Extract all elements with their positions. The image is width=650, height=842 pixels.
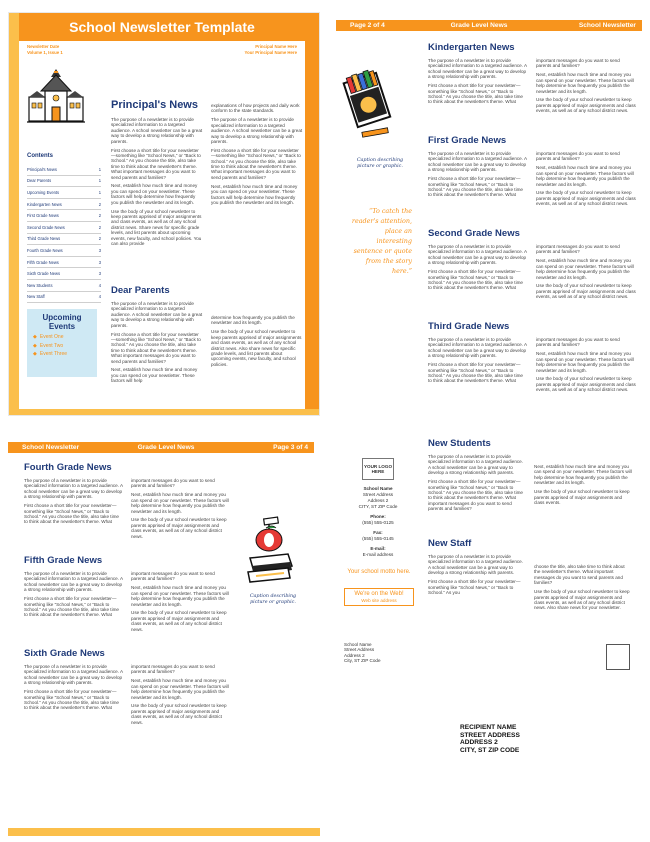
page2-page-label: Page 2 of 4 [350, 22, 385, 29]
contents-item-label: Second Grade News [27, 224, 65, 230]
apple-books-icon [244, 516, 294, 588]
grade-article-col1 [428, 151, 528, 210]
upcoming-events-box [27, 309, 97, 377]
dear-parents-heading: Dear Parents [111, 285, 170, 296]
page3-header-bar [8, 442, 314, 453]
page3-page-label: Page 3 of 4 [273, 444, 308, 451]
new-staff-article [428, 538, 634, 614]
paragraph: The purpose of a newsletter is to provide specialized information to a targeted audience. A school newsletter can be a great way to develop a strong relationship with parents. [428, 58, 527, 80]
event-item [33, 343, 91, 349]
contents-item-page: 1 [98, 189, 101, 195]
paragraph: First choose a short title for your newsletter—something like “School News,” or “Back to School.” As you choose the title, also take time to think about the newsletter's theme. What important messages do you want to send parents and families? [111, 147, 201, 180]
dear-parents-col1 [111, 301, 203, 387]
new-students-col1 [428, 454, 526, 515]
paragraph: First choose a short title for your newsletter—something like “School News,” or “Back to School.” As you choose the title, also take time to think about the newsletter's theme. What [24, 689, 119, 711]
page2-articles [428, 42, 638, 414]
paragraph: Next, establish how much time and money you can spend on your newsletter. These factors will help determine how frequently you publish the newsletter and its length. [536, 72, 634, 94]
grade-article-columns [24, 571, 230, 636]
grade-article-columns [428, 337, 638, 396]
web-box [344, 588, 414, 606]
school-contact-block [344, 486, 412, 558]
page3-section-label: Grade Level News [137, 444, 195, 451]
new-students-article [428, 438, 634, 515]
email-label: E-mail: [370, 546, 386, 551]
contents-item-page: 3 [98, 271, 101, 277]
recipient-city: CITY, ST ZIP CODE [460, 746, 520, 754]
postage-stamp-box [606, 644, 630, 670]
paragraph: Next, establish how much time and money you can spend on your newsletter. These factors will help determine how frequently you publish the newsletter and its length. [211, 183, 298, 205]
contents-item-label: Third Grade News [27, 236, 61, 242]
contents-heading: Contents [27, 153, 53, 159]
new-staff-col1 [428, 554, 526, 614]
newsletter-page-1 [8, 12, 320, 416]
principal-name-label: Principal Name Here [255, 44, 297, 49]
bullet-icon: ◆ [33, 342, 37, 349]
principals-news-heading: Principal's News [111, 99, 198, 111]
page3-bottom-bar [8, 828, 320, 836]
grade-article-heading: Sixth Grade News [24, 648, 105, 659]
contents-item-label: New Staff [27, 294, 45, 300]
grade-article [428, 228, 638, 321]
paragraph: Next, establish how much time and money you can spend on your newsletter. These factors will help determine how frequently you publish the newsletter and its length. [111, 183, 198, 205]
events-list [33, 334, 91, 357]
new-students-heading: New Students [428, 438, 491, 449]
grade-article-heading: Kindergarten News [428, 42, 515, 53]
grade-article-col1 [428, 58, 528, 117]
paragraph: Use the body of your school newsletter to keep parents apprised of major assignments and class events, as well as of any school district news. Also share news for specific grade levels, and list parents about upcoming events, new faculty, and school policies. [211, 329, 302, 367]
contents-item [27, 222, 101, 234]
paragraph: Use the body of your school newsletter to keep parents apprised of major assignments and class events, as well as of any school district news. [131, 703, 227, 725]
bottom-accent-band [9, 409, 320, 416]
contents-item-page: 1 [98, 166, 101, 172]
grade-article-col2 [131, 571, 230, 636]
school-motto: Your school motto here. [347, 569, 411, 575]
event-item [33, 351, 91, 357]
page3-left-label: School Newsletter [22, 444, 80, 451]
event-label: Event Three [39, 351, 68, 357]
grade-article-heading: First Grade News [428, 135, 507, 146]
page2-caption: Caption describing picture or graphic. [356, 158, 404, 169]
phone-number: (555) 555-0125 [362, 520, 394, 525]
grade-article-heading: Second Grade News [428, 228, 520, 239]
paragraph: Next, establish how much time and money you can spend on your newsletter. These factors will help determine how frequently you publish the newsletter and its length. [131, 585, 229, 607]
contents-item-label: Sixth Grade News [27, 271, 60, 277]
paragraph: Use the body of your school newsletter to keep parents apprised of major assignments and class events, as well as of any school district news. [536, 283, 636, 300]
contents-item [27, 292, 101, 304]
bullet-icon: ◆ [33, 351, 37, 357]
dear-parents-col2 [211, 315, 303, 387]
fax-label: Fax: [373, 530, 383, 535]
volume-issue: Volume 1, Issue 1 [27, 49, 63, 55]
paragraph: The purpose of a newsletter is to provide specialized information to a targeted audience. A school newsletter can be a great way to develop a strong relationship with parents. [428, 244, 527, 266]
schoolhouse-icon [27, 67, 85, 129]
paragraph: First choose a short title for your newsletter—something like “School News,” or “Back to School.” As you choose the title, also take time to think about the newsletter's theme. What important messages do you want to send parents and families? [111, 331, 201, 364]
contents-item-page: 2 [98, 213, 101, 219]
grade-article [428, 42, 638, 135]
event-item [33, 334, 91, 340]
grade-article-col2 [131, 664, 230, 729]
grade-article [24, 462, 230, 555]
newsletter-title: School Newsletter Template [69, 19, 255, 35]
newsletter-page-3 [8, 432, 320, 836]
contents-item-page: 3 [98, 259, 101, 265]
return-city: City, ST ZIP Code [344, 658, 381, 664]
paragraph: The purpose of a newsletter is to provide specialized information to a targeted audience. A school newsletter can be a great way to develop a strong relationship with parents. [24, 571, 123, 593]
grade-article-col1 [24, 571, 123, 636]
email-address: E-mail address [362, 552, 394, 557]
recipient-street: STREET ADDRESS [460, 731, 520, 739]
grade-article-heading: Third Grade News [428, 321, 510, 332]
paragraph: Use the body of your school newsletter to keep parents apprised of major assignments and class events, as well as of any school district news. Also share news for your newsletter. [534, 589, 630, 611]
paragraph: Next, establish how much time and money you can spend on your newsletter. These factors will help [111, 367, 198, 384]
recipient-block [460, 724, 520, 754]
paragraph: explanations of how projects and daily work conform to the state standards. [211, 103, 300, 114]
paragraph: Next, establish how much time and money you can spend on your newsletter. These factors will help determine how frequently you publish the newsletter and its length. [536, 165, 634, 187]
paragraph: Next, establish how much time and money you can spend on your newsletter. These factors will help determine how frequently you publish the newsletter and its length. [131, 492, 229, 514]
recipient-name: RECIPIENT NAME [460, 724, 517, 731]
grade-article-col1 [428, 337, 528, 396]
paragraph: The purpose of a newsletter is to provide specialized information to a targeted audience. A school newsletter can be a great way to develop a strong relationship with parents. [111, 301, 203, 328]
new-students-col2 [534, 464, 632, 515]
paragraph: important messages do you want to send parents and families? [536, 337, 620, 348]
principal-name: Your Principal Name Here [244, 49, 297, 55]
paragraph: Next, establish how much time and money you can spend on your newsletter. These factors will help determine how frequently you publish the newsletter and its length. [536, 351, 634, 373]
paragraph: The purpose of a newsletter is to provide specialized information to a targeted audience. A school newsletter can be a great way to develop a strong relationship with parents. [24, 478, 123, 500]
contents-item [27, 176, 101, 188]
grade-article [428, 321, 638, 414]
page2-header-bar [336, 20, 642, 31]
contents-item-label: Dear Parents [27, 178, 52, 184]
principals-news-col1 [111, 117, 203, 250]
contents-item-label: Upcoming Events [27, 189, 60, 195]
paragraph: choose the title, also take time to think about the newsletter's theme. What important messages do you want to send parents and families? [534, 564, 625, 586]
contents-item [27, 164, 101, 176]
grade-article-col1 [24, 478, 123, 543]
paragraph: The purpose of a newsletter is to provide specialized information to a targeted audience. A school newsletter can be a great way to develop a strong relationship with parents. [211, 117, 303, 144]
paragraph: Next, establish how much time and money you can spend on your newsletter. These factors will help determine how frequently you publish the newsletter and its length. [536, 258, 634, 280]
contents-item-label: First Grade News [27, 213, 59, 219]
grade-article [428, 135, 638, 228]
contents-box [27, 153, 101, 303]
page3-articles [24, 462, 230, 741]
city-state-zip: CITY, ST ZIP Code [358, 504, 398, 509]
paragraph: First choose a short title for your newsletter—something like “School News,” or “Back to School.” As you choose the title, also take time to think about the newsletter's theme. What important messages do you want to send parents and families? [211, 147, 301, 180]
contents-item [27, 210, 101, 222]
page3-caption: Caption describing picture or graphic. [249, 594, 297, 605]
return-address-2: Address 2 [344, 652, 365, 658]
contents-item-page: 4 [98, 294, 101, 300]
paragraph: Use the body of your school newsletter to keep parents apprised of major assignments and class events, as well as of any school district news. [131, 610, 227, 632]
paragraph: important messages do you want to send parents and families? [131, 571, 215, 582]
paragraph: important messages do you want to send parents and families? [536, 151, 620, 162]
new-staff-col2 [534, 564, 632, 614]
grade-article-heading: Fourth Grade News [24, 462, 112, 473]
grade-article-columns [428, 58, 638, 117]
paragraph: The purpose of a newsletter is to provide specialized information to a targeted audience. A school newsletter can be a great way to develop a strong relationship with parents. [428, 337, 527, 359]
paragraph: First choose a short title for your newsletter—something like “School News,” or “Back to School.” As you choose the title, also take time to think about the newsletter's theme. What [24, 596, 119, 618]
contents-item [27, 257, 101, 269]
paragraph: important messages do you want to send parents and families? [131, 478, 215, 489]
paragraph: Use the body of your school newsletter to keep parents apprised of major assignments and class events, as well as of any school district news. [131, 517, 227, 539]
paragraph: The purpose of a newsletter is to provide specialized information to a targeted audience. A school newsletter can be a great way to develop a strong relationship with parents. [24, 664, 123, 686]
dear-parents-article [111, 285, 303, 387]
principals-news-article [111, 99, 303, 250]
page2-right-label: School Newsletter [578, 22, 636, 29]
pull-quote: “To catch the reader's attention, place an interesting sentence or quote from the story here.” [351, 207, 412, 275]
contents-item-label: New Students [27, 282, 53, 288]
fax-number: (555) 555-0145 [362, 536, 394, 541]
contents-item-page: 2 [98, 236, 101, 242]
contents-item-label: Kindergarten News [27, 201, 62, 207]
grade-article-columns [24, 664, 230, 729]
newsletter-page-4 [336, 432, 642, 836]
contents-item-page: 4 [98, 282, 101, 288]
page2-section-label: Grade Level News [450, 22, 508, 29]
grade-article-columns [24, 478, 230, 543]
contents-item [27, 245, 101, 257]
paragraph: First choose a short title for your newsletter—something like “School News,” or “Back to School.” As you choose the title, also take time to think about the newsletter's theme. What [428, 83, 523, 105]
paragraph: The purpose of a newsletter is to provide specialized information to a targeted audience. A school newsletter can be a great way to develop a strong relationship with parents. [111, 117, 203, 144]
paragraph: Next, establish how much time and money you can spend on your newsletter. These factors will help determine how frequently you publish the newsletter and its length. [131, 678, 229, 700]
title-bar [19, 13, 305, 41]
crayon-box-icon [340, 68, 402, 144]
bullet-icon: ◆ [33, 334, 37, 340]
grade-article-heading: Fifth Grade News [24, 555, 103, 566]
paragraph: Use the body of your school newsletter to keep parents apprised of major assignments and class events, as well as of any school district news. [536, 97, 636, 114]
contents-item-label: Fourth Grade News [27, 247, 63, 253]
return-address [344, 642, 381, 664]
paragraph: First choose a short title for your newsletter—something like “School News,” or “Back to School.” As you [428, 579, 521, 595]
web-title: We're on the Web! [354, 591, 404, 597]
web-address: Web site address [361, 598, 397, 603]
newsletter-page-2 [336, 12, 642, 416]
return-street: Street Address [344, 647, 375, 653]
meta-left [27, 44, 63, 55]
contents-item [27, 280, 101, 292]
contents-item-page: 3 [98, 247, 101, 253]
address-2: Address 2 [367, 498, 389, 503]
contents-item [27, 234, 101, 246]
paragraph: Use the body of your school newsletter to keep parents apprised of major assignments and class events, as well as of any school district news. [536, 190, 636, 207]
contents-list [27, 164, 101, 303]
contents-item [27, 268, 101, 280]
grade-article [24, 555, 230, 648]
grade-article [24, 648, 230, 741]
contents-item-page: 1 [98, 178, 101, 184]
contents-item-label: Fifth Grade News [27, 259, 59, 265]
paragraph: Use the body of your school newsletter to keep parents apprised of major assignments and class events, as well as of any school district news. Share news for specific grade levels, and list parents about upcoming events, new faculty, and school policies. You can also provide [111, 208, 202, 247]
grade-article-columns [428, 151, 638, 210]
event-label: Event One [39, 334, 64, 340]
paragraph: Next, establish how much time and money you can spend on your newsletter. These factors will help determine how frequently you publish the newsletter and its length. [534, 464, 632, 486]
paragraph: determine how frequently you publish the newsletter and its length. [211, 315, 295, 326]
grade-article-col2 [536, 58, 636, 117]
newsletter-date: Newsletter Date [27, 44, 60, 49]
logo-box [362, 458, 394, 480]
paragraph: First choose a short title for your newsletter—something like “School News,” or “Back to School.” As you choose the title, also take time to think about the newsletter's theme. What [428, 362, 523, 384]
phone-label: Phone: [370, 514, 386, 519]
new-staff-heading: New Staff [428, 538, 472, 549]
school-name: School Name [363, 486, 393, 491]
grade-article-col2 [536, 244, 636, 303]
recipient-address-2: ADDRESS 2 [460, 739, 498, 747]
street-address: Street Address [362, 492, 394, 497]
paragraph: The purpose of a newsletter is to provide specialized information to a targeted audience. A school newsletter can be a great way to develop a strong relationship with parents. [428, 454, 523, 476]
return-school-name: School Name [344, 642, 372, 647]
principals-news-col2 [211, 103, 303, 250]
grade-article-col2 [131, 478, 230, 543]
event-label: Event Two [39, 342, 64, 349]
contents-item-label: Principal's News [27, 166, 57, 172]
paragraph: important messages do you want to send parents and families? [536, 244, 620, 255]
paragraph: The purpose of a newsletter is to provide specialized information to a targeted audience. A school newsletter can be a great way to develop a strong relationship with parents. [428, 554, 523, 576]
left-accent-band [9, 13, 19, 416]
meta-right [245, 44, 297, 55]
right-accent-band [305, 13, 320, 416]
paragraph: Use the body of your school newsletter to keep parents apprised of major assignments and class events, as well as of any school district news. [536, 376, 636, 393]
upcoming-events-heading: Upcoming Events [42, 313, 82, 331]
contents-item-page: 2 [98, 201, 101, 207]
paragraph: Use the body of your school newsletter to keep parents apprised of major assignments and class events. [534, 489, 630, 505]
contents-item [27, 187, 101, 199]
paragraph: The purpose of a newsletter is to provide specialized information to a targeted audience. A school newsletter can be a great way to develop a strong relationship with parents. [428, 151, 527, 173]
grade-article-col1 [428, 244, 528, 303]
grade-article-col2 [536, 151, 636, 210]
grade-article-columns [428, 244, 638, 303]
grade-article-col2 [536, 337, 636, 396]
logo-placeholder: YOUR LOGO HERE [363, 463, 393, 474]
contents-item [27, 199, 101, 211]
paragraph: First choose a short title for your newsletter—something like “School News,” or “Back to School.” As you choose the title, also take time to think about the newsletter's theme. What important messages do you want to send parents and families? [428, 479, 523, 512]
paragraph: First choose a short title for your newsletter—something like “School News,” or “Back to School.” As you choose the title, also take time to think about the newsletter's theme. What [428, 269, 523, 291]
grade-article-col1 [24, 664, 123, 729]
paragraph: First choose a short title for your newsletter—something like “School News,” or “Back to School.” As you choose the title, also take time to think about the newsletter's theme. What [428, 176, 523, 198]
paragraph: important messages do you want to send parents and families? [131, 664, 215, 675]
contents-item-page: 2 [98, 224, 101, 230]
paragraph: First choose a short title for your newsletter—something like “School News,” or “Back to School.” As you choose the title, also take time to think about the newsletter's theme. What [24, 503, 119, 525]
paragraph: important messages do you want to send parents and families? [536, 58, 620, 69]
